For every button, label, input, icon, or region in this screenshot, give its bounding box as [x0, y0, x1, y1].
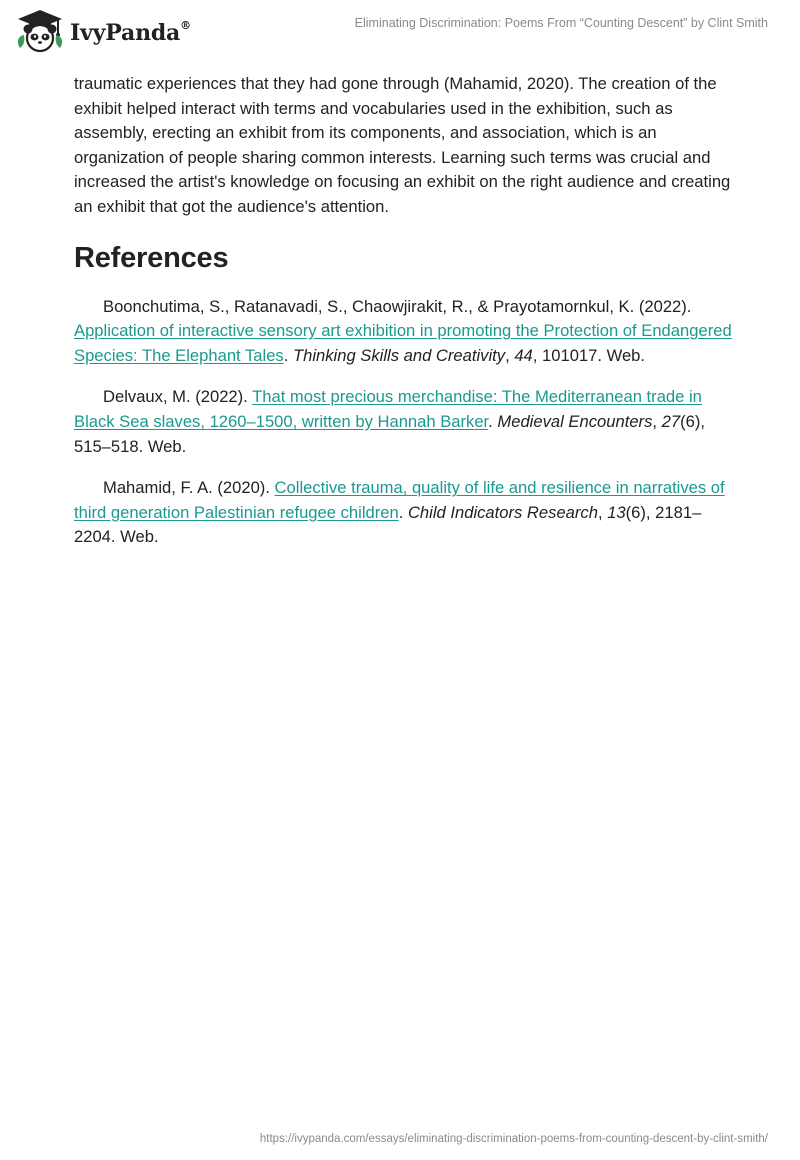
logo-text: IvyPanda®	[70, 18, 191, 46]
reference-separator: .	[283, 345, 293, 365]
references-list	[74, 295, 734, 550]
reference-volume: 27	[661, 411, 681, 431]
ivypanda-logo[interactable]	[14, 8, 191, 54]
footer-url[interactable]: https://ivypanda.com/essays/eliminating-discrimination-poems-from-counting-descent-by-clint-smith/	[259, 1133, 768, 1145]
reference-separator: ,	[597, 502, 608, 522]
reference-link[interactable]: Collective trauma, quality of life and resilience in narratives of third generation Palestinian refugee children	[74, 478, 725, 522]
main-content	[74, 72, 734, 567]
reference-separator: .	[488, 411, 498, 431]
reference-authors: Delvaux, M. (2022).	[103, 387, 253, 407]
reference-volume: 44	[514, 345, 533, 365]
reference-volume: 13	[607, 502, 626, 522]
reference-separator: ,	[505, 345, 515, 365]
reference-separator: .	[398, 502, 408, 522]
reference-authors: Mahamid, F. A. (2020).	[103, 478, 275, 498]
body-paragraph: traumatic experiences that they had gone through (Mahamid, 2020). The creation of the exhibit helped interact with terms and vocabularies used in the exhibition, such as assembly, erecting an exhibit from its components, and association, which is an organization of people sharing common interests. Learning such terms was crucial and increased the artist's knowledge on focusing an exhibit on the right audience and creating an exhibit that got the audience's attention.	[74, 74, 731, 216]
reference-separator: ,	[652, 411, 662, 431]
panda-graduate-icon	[14, 8, 66, 54]
reference-link[interactable]: Application of interactive sensory art exhibition in promoting the Protection of Endangered Species: The Elephant Tales	[74, 321, 732, 365]
page-header	[0, 0, 800, 64]
references-heading: References	[74, 241, 229, 274]
document-title: Eliminating Discrimination: Poems From “Counting Descent” by Clint Smith	[354, 16, 768, 30]
reference-link[interactable]: That most precious merchandise: The Mediterranean trade in Black Sea slaves, 1260–1500, written by Hannah Barker	[74, 387, 702, 431]
reference-journal: Child Indicators Research	[407, 502, 598, 522]
reference-item	[74, 476, 734, 550]
reference-details: (6), 2181–2204. Web.	[74, 502, 702, 547]
reference-details: (6), 515–518. Web.	[74, 411, 705, 456]
reference-journal: Thinking Skills and Creativity	[292, 345, 506, 365]
reference-authors: Boonchutima, S., Ratanavadi, S., Chaowjirakit, R., & Prayotamornkul, K. (2022).	[103, 296, 692, 316]
reference-item	[74, 385, 734, 459]
reference-details: , 101017. Web.	[532, 345, 646, 365]
reference-item	[74, 295, 734, 369]
reference-journal: Medieval Encounters	[497, 411, 653, 431]
